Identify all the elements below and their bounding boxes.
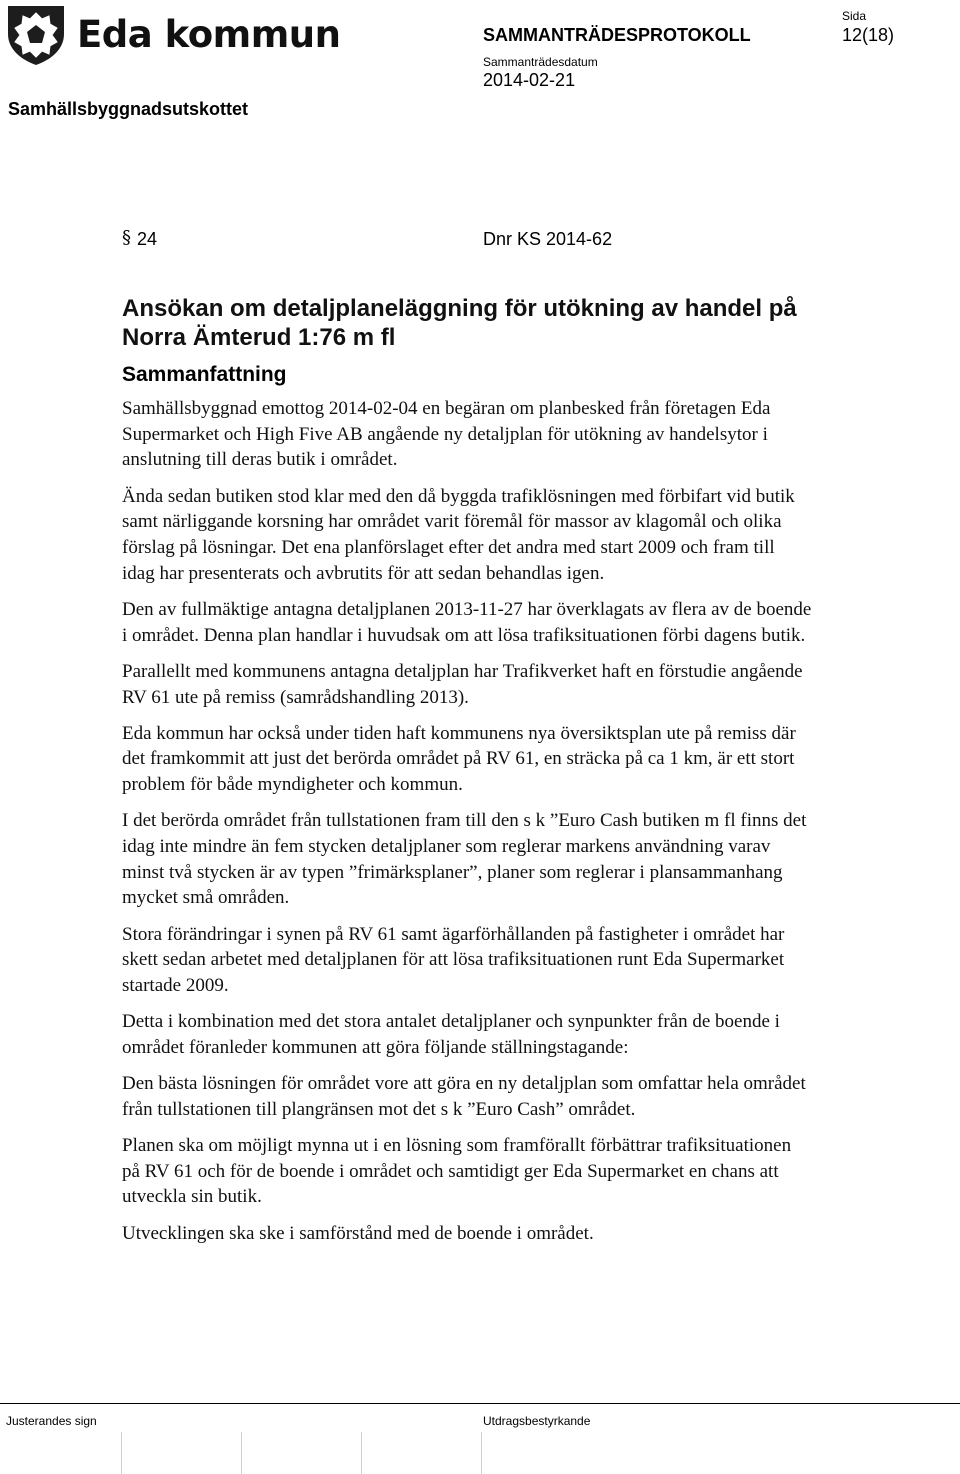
- footer-divider: [0, 1403, 960, 1404]
- paragraph: Utvecklingen ska ske i samförstånd med de boende i området.: [122, 1222, 594, 1244]
- committee-name: Samhällsbyggnadsutskottet: [8, 99, 249, 119]
- paragraph: Stora förändringar i synen på RV 61 samt ägarförhållanden på fastigheter i området har skett sedan arbetet med detaljplanen för att lösa trafiksituationen runt Eda Supermarket startade 2009.: [122, 923, 785, 997]
- signature-box-divider: [481, 1432, 482, 1474]
- paragraph: Eda kommun har också under tiden haft kommunens nya översiktsplan ute på remiss där det framkommit att just det berörda området på RV 61, en sträcka på ca 1 km, är ett stort problem för både myndigheter och kommun.: [122, 722, 796, 796]
- eda-kommun-crest-icon: [6, 4, 66, 66]
- meeting-date: 2014-02-21: [483, 70, 576, 90]
- page-label: Sida: [842, 9, 867, 23]
- meeting-date-label: Sammanträdesdatum: [483, 55, 598, 69]
- paragraph: Detta i kombination med det stora antalet detaljplaner och synpunkter från de boende i området föranleder kommunen att göra följande ställningstagande:: [122, 1011, 780, 1058]
- page-number: 12(18): [842, 25, 895, 45]
- section-row: [122, 226, 822, 252]
- signature-box-divider: [121, 1432, 122, 1474]
- paragraph: Den bästa lösningen för området vore att göra en ny detaljplan som omfattar hela området från tullstationen till plangränsen mot det s k ”Euro Cash” området.: [122, 1073, 806, 1120]
- utdrag-label: Utdragsbestyrkande: [483, 1414, 591, 1428]
- section-mark: §: [122, 227, 131, 248]
- signature-box-divider: [361, 1432, 362, 1474]
- signature-box-divider: [241, 1432, 242, 1474]
- diary-number: Dnr KS 2014-62: [483, 229, 613, 249]
- paragraph: Samhällsbyggnad emottog 2014-02-04 en begäran om planbesked från företagen Eda Supermarket och High Five AB angående ny detaljplan för utökning av handelsytor i anslutning till deras butik i området.: [122, 398, 771, 471]
- body-text: [122, 396, 812, 1257]
- page-title: Ansökan om detaljplaneläggning för utökning av handel på Norra Ämterud 1:76 m fl: [122, 295, 797, 351]
- logo-text: Eda kommun: [77, 13, 341, 56]
- paragraph: Planen ska om möjligt mynna ut i en lösning som framförallt förbättrar trafiksituationen på RV 61 och för de boende i området och samtidigt ger Eda Supermarket en chans att utveckla sin butik.: [122, 1135, 792, 1208]
- paragraph: Den av fullmäktige antagna detaljplanen 2013-11-27 har överklagats av flera av de boende i området. Denna plan handlar i huvudsak om att lösa trafiksituationen förbi dagens butik.: [122, 598, 812, 646]
- paragraph: Parallellt med kommunens antagna detaljplan har Trafikverket haft en förstudie angående RV 61 ute på remiss (samrådshandling 2013).: [122, 660, 803, 708]
- section-number: 24: [137, 229, 158, 249]
- justering-label: Justerandes sign: [6, 1414, 97, 1428]
- protocol-title: SAMMANTRÄDESPROTOKOLL: [483, 25, 751, 45]
- paragraph: I det berörda området från tullstationen fram till den s k ”Euro Cash butiken m fl finns det idag inte mindre än fem stycken detaljplaner som reglerar markens användning varav minst två stycken är av typen ”frimärksplaner”, planer som reglerar i plansammanhang mycket små områden.: [122, 810, 807, 909]
- summary-heading: Sammanfattning: [122, 363, 287, 386]
- paragraph: Ända sedan butiken stod klar med den då byggda trafiklösningen med förbifart vid butik samt närliggande korsning har området varit föremål för massor av klagomål och olika förslag på lösningar. Det ena planförslaget efter det andra med start 2009 och fram till idag har presenterats och avbrutits för att sedan behandlas igen.: [122, 485, 795, 584]
